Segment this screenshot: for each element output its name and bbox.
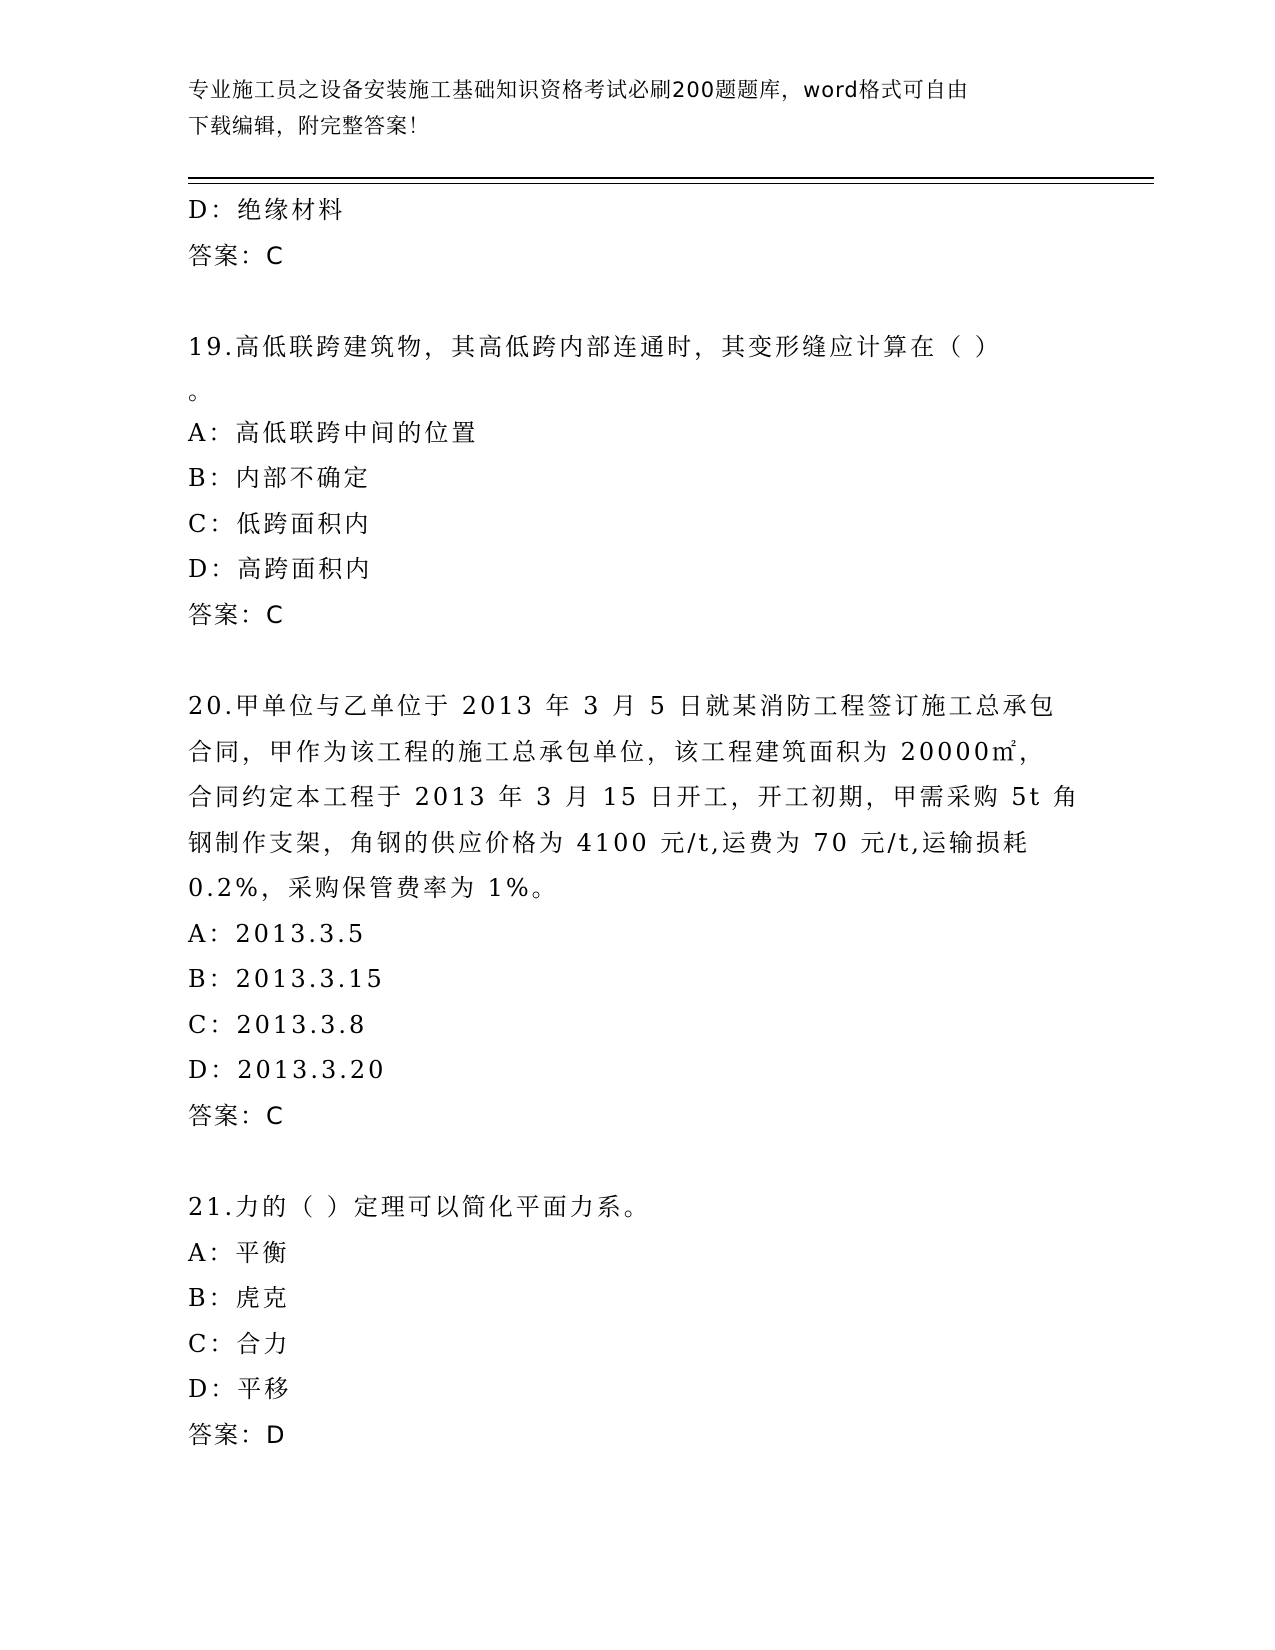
answer: 答案：C [188, 1101, 285, 1130]
prev-answer: 答案：C [188, 241, 285, 270]
option-a: A：高低联跨中间的位置 [188, 418, 479, 447]
header-line-2: 下载编辑，附完整答案！ [188, 114, 430, 138]
spacer [188, 1139, 1088, 1185]
header-rule-thick [188, 177, 1154, 179]
option-b: B：内部不确定 [188, 464, 371, 492]
question-stem-cont: 。 [188, 376, 215, 405]
header-line-1: 专业施工员之设备安装施工基础知识资格考试必刷200题题库，word格式可自由 [188, 78, 969, 102]
answer: 答案：C [188, 600, 285, 629]
question-20 [188, 684, 1088, 1139]
answer: 答案：D [188, 1420, 287, 1449]
option-b: B：虎克 [188, 1284, 290, 1312]
spacer [188, 279, 1088, 325]
option-a: A：2013.3.5 [188, 919, 367, 948]
spacer [188, 638, 1088, 684]
option-a: A：平衡 [188, 1238, 290, 1267]
header-rule-thin [188, 183, 1154, 184]
question-stem-line-1: 20.甲单位与乙单位于 2013 年 3 月 5 日就某消防工程签订施工总承包 [188, 692, 1057, 720]
question-21 [188, 1185, 1088, 1458]
option-d: D：平移 [188, 1375, 292, 1403]
document-header [188, 72, 1068, 144]
question-stem-line-3: 合同约定本工程于 2013 年 3 月 15 日开工，开工初期，甲需采购 5t 角 [188, 783, 1080, 811]
question-stem-line-4: 钢制作支架，角钢的供应价格为 4100 元/t,运费为 70 元/t,运输损耗 [188, 828, 1030, 857]
option-c: C：合力 [188, 1329, 291, 1358]
document-body [188, 188, 1088, 1458]
option-c: C：低跨面积内 [188, 509, 372, 538]
prev-option-d: D：绝缘材料 [188, 196, 346, 224]
option-b: B：2013.3.15 [188, 965, 385, 993]
question-stem: 21.力的（ ）定理可以简化平面力系。 [188, 1193, 651, 1221]
option-d: D：2013.3.20 [188, 1056, 387, 1084]
question-stem-line-5: 0.2%，采购保管费率为 1%。 [188, 874, 559, 902]
option-c: C：2013.3.8 [188, 1010, 368, 1039]
question-19 [188, 325, 1088, 638]
question-stem: 19.高低联跨建筑物，其高低跨内部连通时，其变形缝应计算在（ ） [188, 333, 1002, 361]
option-d: D：高跨面积内 [188, 555, 373, 583]
question-stem-line-2: 合同，甲作为该工程的施工总承包单位，该工程建筑面积为 20000㎡， [188, 737, 1046, 766]
